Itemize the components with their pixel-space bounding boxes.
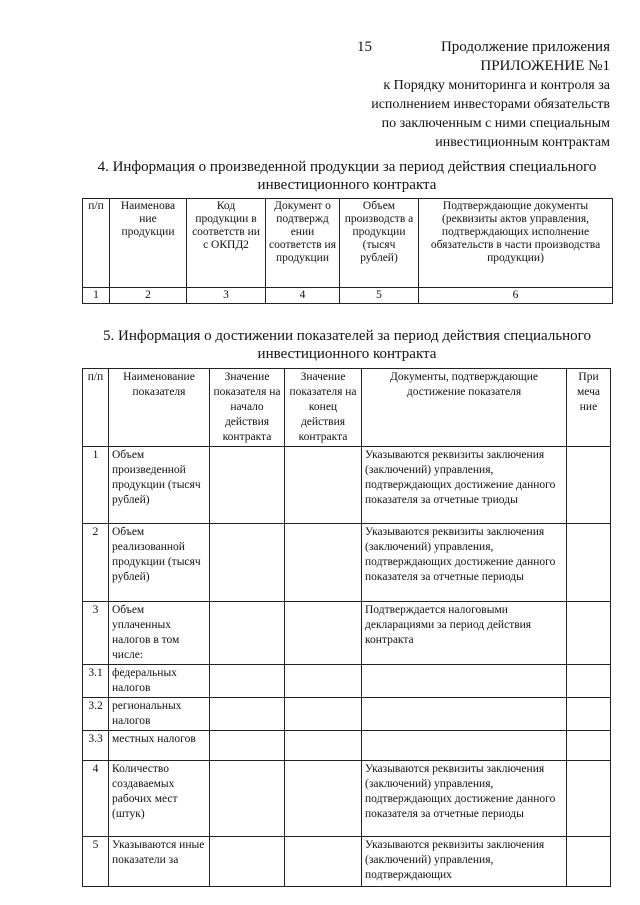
value-start-cell [210, 602, 285, 665]
col-header-production-volume: Объем производств а продукции (тысяч рублей) [340, 199, 419, 288]
table-row [83, 731, 611, 761]
section5-title-line2: инвестиционного контракта [257, 346, 437, 362]
indicator-name: Количество создаваемых рабочих мест (штук) [109, 761, 210, 837]
document-cell: Подтверждается налоговыми декларациями за период действия контракта [362, 602, 567, 665]
col-header-value-start: Значение показателя на начало действия контракта [210, 369, 285, 447]
continuation-label: Продолжение приложения [440, 39, 610, 55]
indicator-name: Объем уплаченных налогов в том числе: [109, 602, 210, 665]
col-header-note: При меча ние [567, 369, 611, 447]
value-end-cell [285, 731, 362, 761]
column-number: 6 [419, 288, 613, 304]
document-cell [362, 698, 567, 731]
section4-title [82, 158, 612, 194]
value-end-cell [285, 837, 362, 887]
document-cell: Указываются реквизиты заключения (заключений) управления, подтверждающих достижение данного показателя за отчетные периоды [362, 524, 567, 602]
document-cell: Указываются реквизиты заключения (заключений) управления, подтверждающих [362, 837, 567, 887]
column-number: 3 [187, 288, 266, 304]
note-cell [567, 524, 611, 602]
note-cell [567, 837, 611, 887]
table-row [83, 602, 611, 665]
value-start-cell [210, 524, 285, 602]
value-end-cell [285, 524, 362, 602]
row-number: 3.1 [83, 665, 109, 698]
note-cell [567, 761, 611, 837]
row-number: 1 [83, 447, 109, 524]
column-number: 5 [340, 288, 419, 304]
document-cell: Указываются реквизиты заключения (заключений) управления, подтверждающих достижение данного показателя за отчетные триоды [362, 447, 567, 524]
appendix-title: ПРИЛОЖЕНИЕ №1 [480, 58, 610, 74]
order-line: к Порядку мониторинга и контроля за [383, 78, 610, 93]
row-number: 5 [83, 837, 109, 887]
note-cell [567, 665, 611, 698]
column-number: 4 [266, 288, 340, 304]
col-header-value-end: Значение показателя на конец действия контракта [285, 369, 362, 447]
document-cell: Указываются реквизиты заключения (заключений) управления, подтверждающих достижение данного показателя за отчетные периоды [362, 761, 567, 837]
value-start-cell [210, 665, 285, 698]
value-start-cell [210, 761, 285, 837]
value-end-cell [285, 761, 362, 837]
page-number: 15 [357, 39, 372, 55]
note-cell [567, 602, 611, 665]
indicator-name: местных налогов [109, 731, 210, 761]
row-number: 2 [83, 524, 109, 602]
table-row [83, 698, 611, 731]
order-line: исполнением инвесторами обязательств [371, 97, 610, 112]
table-row [83, 761, 611, 837]
section5-title [82, 327, 612, 363]
note-cell [567, 731, 611, 761]
value-start-cell [210, 698, 285, 731]
value-end-cell [285, 698, 362, 731]
row-number: 3 [83, 602, 109, 665]
value-start-cell [210, 731, 285, 761]
indicators-table [82, 368, 611, 887]
order-line: по заключенным с ними специальным [381, 116, 610, 131]
note-cell [567, 698, 611, 731]
value-end-cell [285, 602, 362, 665]
col-header-okpd-code: Код продукции в соответств ии с ОКПД2 [187, 199, 266, 288]
row-number: 3.3 [83, 731, 109, 761]
col-header-indicator-name: Наименование показателя [109, 369, 210, 447]
table-row [83, 524, 611, 602]
indicator-name: Указываются иные показатели за [109, 837, 210, 887]
col-header-confirming-documents: Подтверждающие документы (реквизиты актов управления, подтверждающих исполнение обязательств в части производства продукции) [419, 199, 613, 288]
document-cell [362, 665, 567, 698]
row-number: 3.2 [83, 698, 109, 731]
table-row [83, 665, 611, 698]
col-header-product-name: Наименова ние продукции [110, 199, 187, 288]
section4-title-line1: 4. Информация о произведенной продукции за период действия специального [97, 159, 597, 175]
value-start-cell [210, 837, 285, 887]
production-table [82, 198, 613, 304]
row-number: 4 [83, 761, 109, 837]
note-cell [567, 447, 611, 524]
value-end-cell [285, 447, 362, 524]
col-header-confirming-documents: Документы, подтверждающие достижение показателя [362, 369, 567, 447]
section5-title-line1: 5. Информация о достижении показателей за период действия специального [103, 328, 591, 344]
column-number: 1 [83, 288, 110, 304]
indicator-name: региональных налогов [109, 698, 210, 731]
value-start-cell [210, 447, 285, 524]
section4-title-line2: инвестиционного контракта [257, 177, 437, 193]
col-header-conformity-document: Документ о подтвержд ении соответств ия продукции [266, 199, 340, 288]
order-line: инвестиционным контрактам [435, 135, 610, 150]
indicator-name: Объем произведенной продукции (тысяч рублей) [109, 447, 210, 524]
value-end-cell [285, 665, 362, 698]
order-reference [310, 76, 610, 152]
indicator-name: Объем реализованной продукции (тысяч рублей) [109, 524, 210, 602]
table-row [83, 447, 611, 524]
indicator-name: федеральных налогов [109, 665, 210, 698]
col-header-num: п/п [83, 369, 109, 447]
column-number: 2 [110, 288, 187, 304]
table-row [83, 837, 611, 887]
col-header-num: п/п [83, 199, 110, 288]
document-cell [362, 731, 567, 761]
